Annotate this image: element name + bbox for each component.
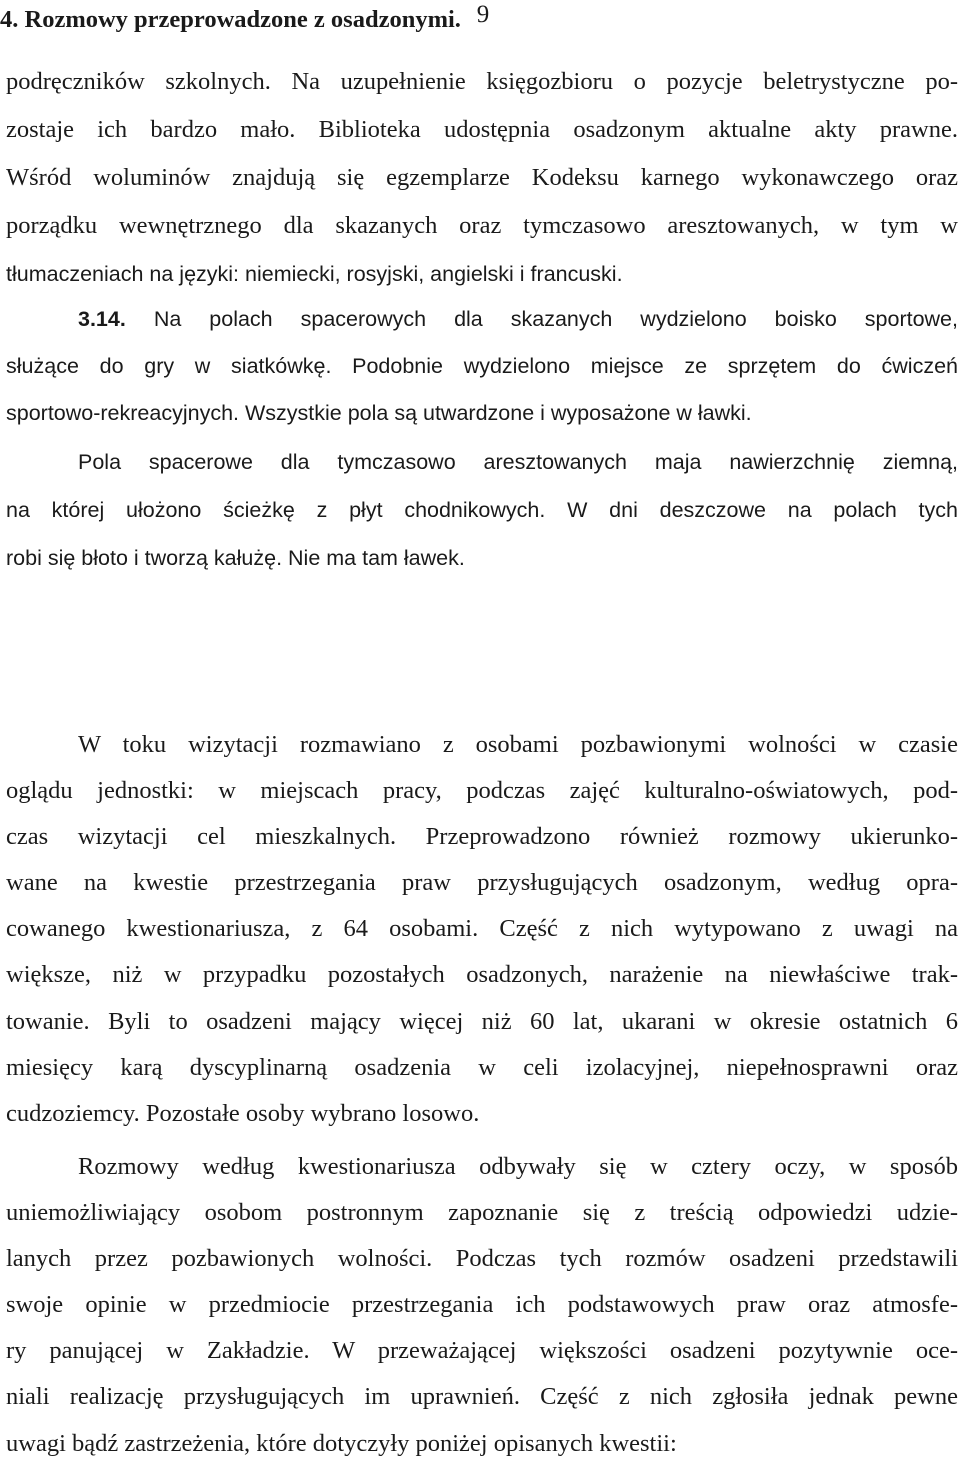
text-line: wane na kwestie przestrzegania praw przysługujących osadzonym, według opra- bbox=[6, 869, 958, 897]
text-line: swoje opinie w przedmiocie przestrzegania ich podstawowych praw oraz atmosfe- bbox=[6, 1291, 958, 1319]
text-line: zostaje ich bardzo mało. Biblioteka udostępnia osadzonym aktualne akty prawne. bbox=[6, 116, 958, 143]
section-heading: 4. Rozmowy przeprowadzone z osadzonymi. bbox=[0, 6, 461, 33]
text-line: uwagi bądź zastrzeżenia, które dotyczyły poniżej opisanych kwestii: bbox=[6, 1429, 677, 1457]
text-line: cowanego kwestionariusza, z 64 osobami. Część z nich wytypowano z uwagi na bbox=[6, 915, 958, 943]
text-line bbox=[6, 296, 958, 343]
text-line: Wśród woluminów znajdują się egzemplarze Kodeksu karnego wykonawczego oraz bbox=[6, 164, 958, 191]
text-line: robi się błoto i tworzą kałużę. Nie ma tam ławek. bbox=[6, 546, 465, 570]
text-line: miesięcy karą dyscyplinarną osadzenia w celi izolacyjnej, niepełnosprawni oraz bbox=[6, 1053, 958, 1081]
text-line: podręczników szkolnych. Na uzupełnienie księgozbioru o pozycje beletrystyczne po- bbox=[6, 68, 958, 95]
text-line: na której ułożono ścieżkę z płyt chodnikowych. W dni deszczowe na polach tych bbox=[6, 498, 958, 522]
text-line: ry panującej w Zakładzie. W przeważającej większości osadzeni pozytywnie oce- bbox=[6, 1337, 958, 1365]
text-line: lanych przez pozbawionych wolności. Podczas tych rozmów osadzeni przedstawili bbox=[6, 1245, 958, 1273]
text-line: porządku wewnętrznego dla skazanych oraz tymczasowo aresztowanych, w tym w bbox=[6, 212, 958, 239]
paragraph-library bbox=[6, 58, 958, 298]
section-number: 3.14. bbox=[78, 307, 126, 331]
text-line: W toku wizytacji rozmawiano z osobami pozbawionymi wolności w czasie bbox=[78, 731, 958, 758]
paragraph-questionnaire bbox=[6, 1144, 958, 1467]
text-line: cudzoziemcy. Pozostałe osoby wybrano losowo. bbox=[6, 1099, 480, 1127]
section-text: Na polach spacerowych dla skazanych wydzielono boisko sportowe, bbox=[153, 307, 958, 331]
text-line: towanie. Byli to osadzeni mający więcej niż 60 lat, ukarani w okresie ostatnich 6 bbox=[6, 1007, 958, 1035]
text-line: Pola spacerowe dla tymczasowo aresztowanych maja nawierzchnię ziemną, bbox=[78, 450, 958, 474]
paragraph-interviews bbox=[6, 722, 958, 1137]
text-line: uniemożliwiający osobom postronnym zapoznanie się z treścią odpowiedzi udzie- bbox=[6, 1199, 958, 1227]
paragraph-walking-areas bbox=[6, 438, 958, 582]
text-line: tłumaczeniach na języki: niemiecki, rosyjski, angielski i francuski. bbox=[6, 262, 623, 286]
text-line: czas wizytacji cel mieszkalnych. Przeprowadzono również rozmowy ukierunko- bbox=[6, 823, 958, 851]
text-line: niali realizację przysługujących im uprawnień. Część z nich zgłosiła jednak pewne bbox=[6, 1383, 958, 1411]
text-line: większe, niż w przypadku pozostałych osadzonych, narażenie na niewłaściwe trak- bbox=[6, 961, 958, 989]
text-line: oglądu jednostki: w miejscach pracy, podczas zajęć kulturalno-oświatowych, pod- bbox=[6, 777, 958, 805]
text-line: służące do gry w siatkówkę. Podobnie wydzielono miejsce ze sprzętem do ćwiczeń bbox=[6, 354, 958, 378]
paragraph-section-3-14 bbox=[6, 296, 958, 437]
text-line: sportowo-rekreacyjnych. Wszystkie pola są utwardzone i wyposażone w ławki. bbox=[6, 401, 752, 425]
text-line: Rozmowy według kwestionariusza odbywały się w cztery oczy, w sposób bbox=[78, 1153, 958, 1180]
page-number: 9 bbox=[476, 1, 490, 28]
